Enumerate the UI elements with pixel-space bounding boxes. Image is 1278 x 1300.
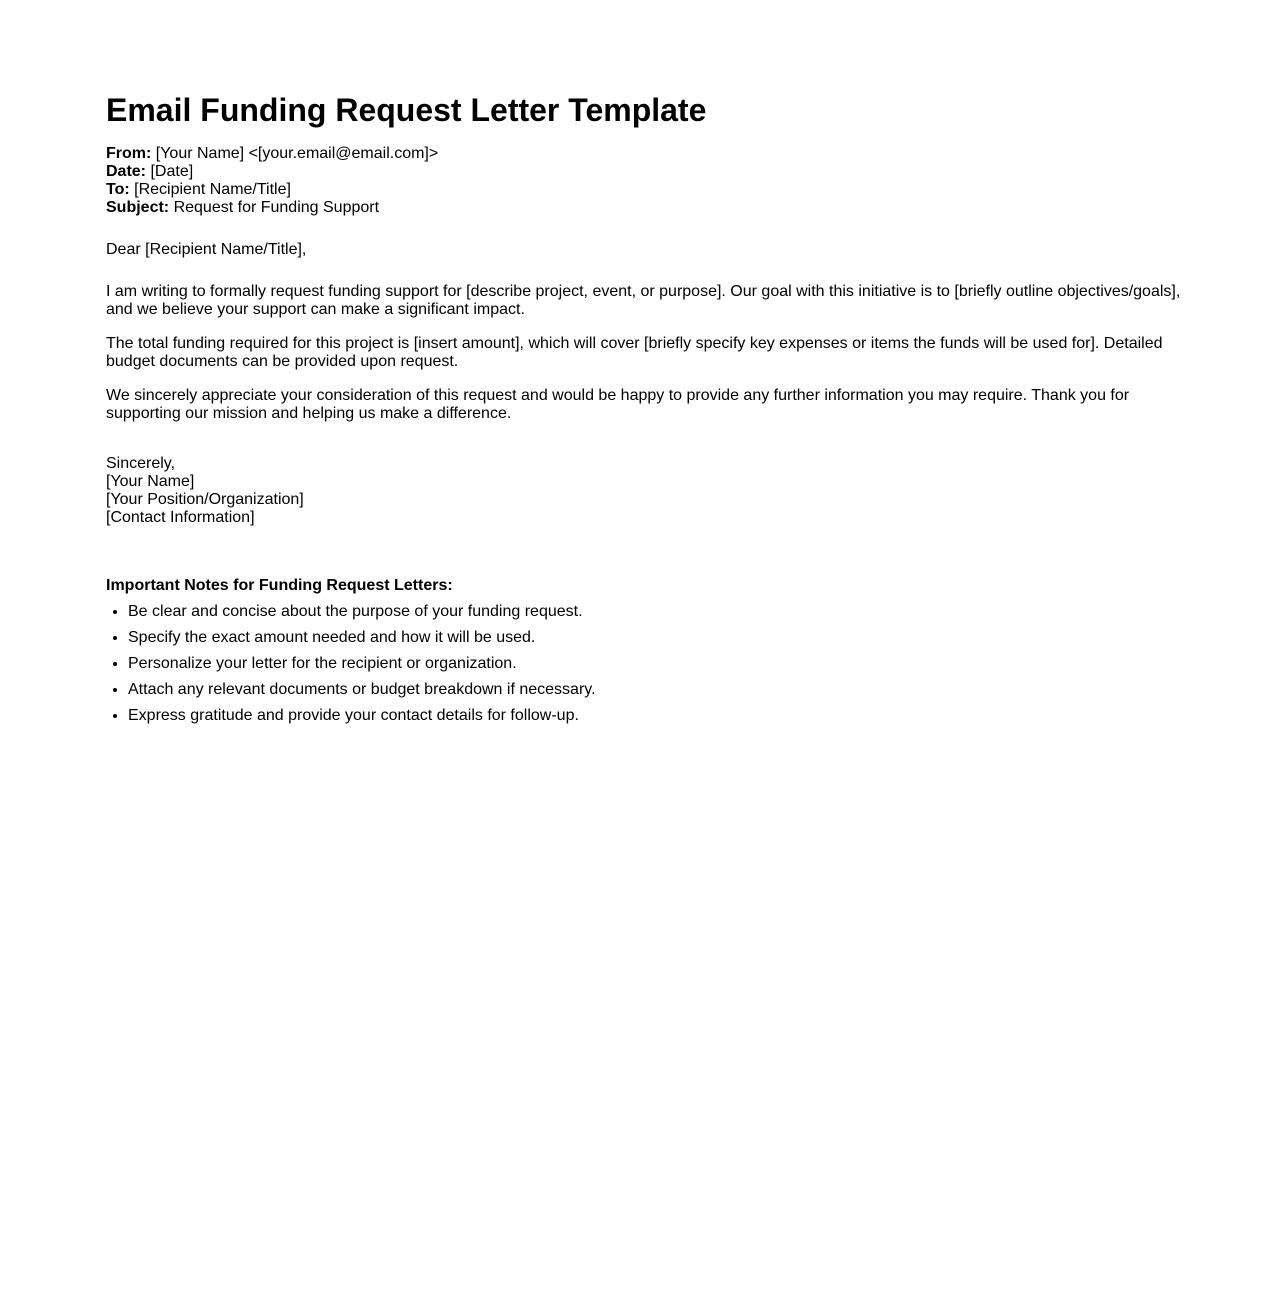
to-label: To: bbox=[106, 181, 130, 198]
from-value: [Your Name] <[your.email@email.com]> bbox=[155, 145, 439, 162]
date-line bbox=[106, 163, 1186, 181]
date-label: Date: bbox=[106, 163, 147, 180]
body-paragraph-2: The total funding required for this project is [insert amount], which will cover [briefly specify key expenses or items the funds will be used for]. Detailed budget documents can be provided upon request. bbox=[106, 335, 1163, 370]
list-item: • Be clear and concise about the purpose of your funding request. bbox=[128, 603, 1186, 621]
notes-list bbox=[106, 603, 1186, 725]
email-header bbox=[106, 145, 1186, 217]
signature-name: [Your Name] bbox=[106, 473, 195, 490]
notes-title: Important Notes for Funding Request Letters: bbox=[106, 577, 453, 594]
subject-value: Request for Funding Support bbox=[173, 199, 380, 216]
list-item: • Specify the exact amount needed and how it will be used. bbox=[128, 629, 1186, 647]
page-title: Email Funding Request Letter Template bbox=[106, 92, 707, 128]
from-line bbox=[106, 145, 1186, 163]
list-item: • Attach any relevant documents or budget breakdown if necessary. bbox=[128, 681, 1186, 699]
signature-contact: [Contact Information] bbox=[106, 509, 255, 526]
subject-line bbox=[106, 199, 1186, 217]
body-paragraph-3: We sincerely appreciate your consideration of this request and would be happy to provide any further information you may require. Thank you for supporting our mission and helping us make a difference. bbox=[106, 387, 1130, 422]
greeting: Dear [Recipient Name/Title], bbox=[106, 241, 307, 258]
subject-label: Subject: bbox=[106, 199, 170, 216]
list-item: • Express gratitude and provide your contact details for follow-up. bbox=[128, 707, 1186, 725]
to-value: [Recipient Name/Title] bbox=[134, 181, 291, 198]
closing: Sincerely, bbox=[106, 455, 176, 472]
to-line bbox=[106, 181, 1186, 199]
signature-position: [Your Position/Organization] bbox=[106, 491, 304, 508]
from-label: From: bbox=[106, 145, 152, 162]
date-value: [Date] bbox=[150, 163, 194, 180]
body-paragraph-1: I am writing to formally request funding support for [describe project, event, or purpose]. Our goal with this initiative is to [briefly outline objectives/goals], and we believe your support can make a significant impact. bbox=[106, 283, 1181, 318]
list-item: • Personalize your letter for the recipient or organization. bbox=[128, 655, 1186, 673]
signature-block bbox=[106, 455, 1186, 527]
